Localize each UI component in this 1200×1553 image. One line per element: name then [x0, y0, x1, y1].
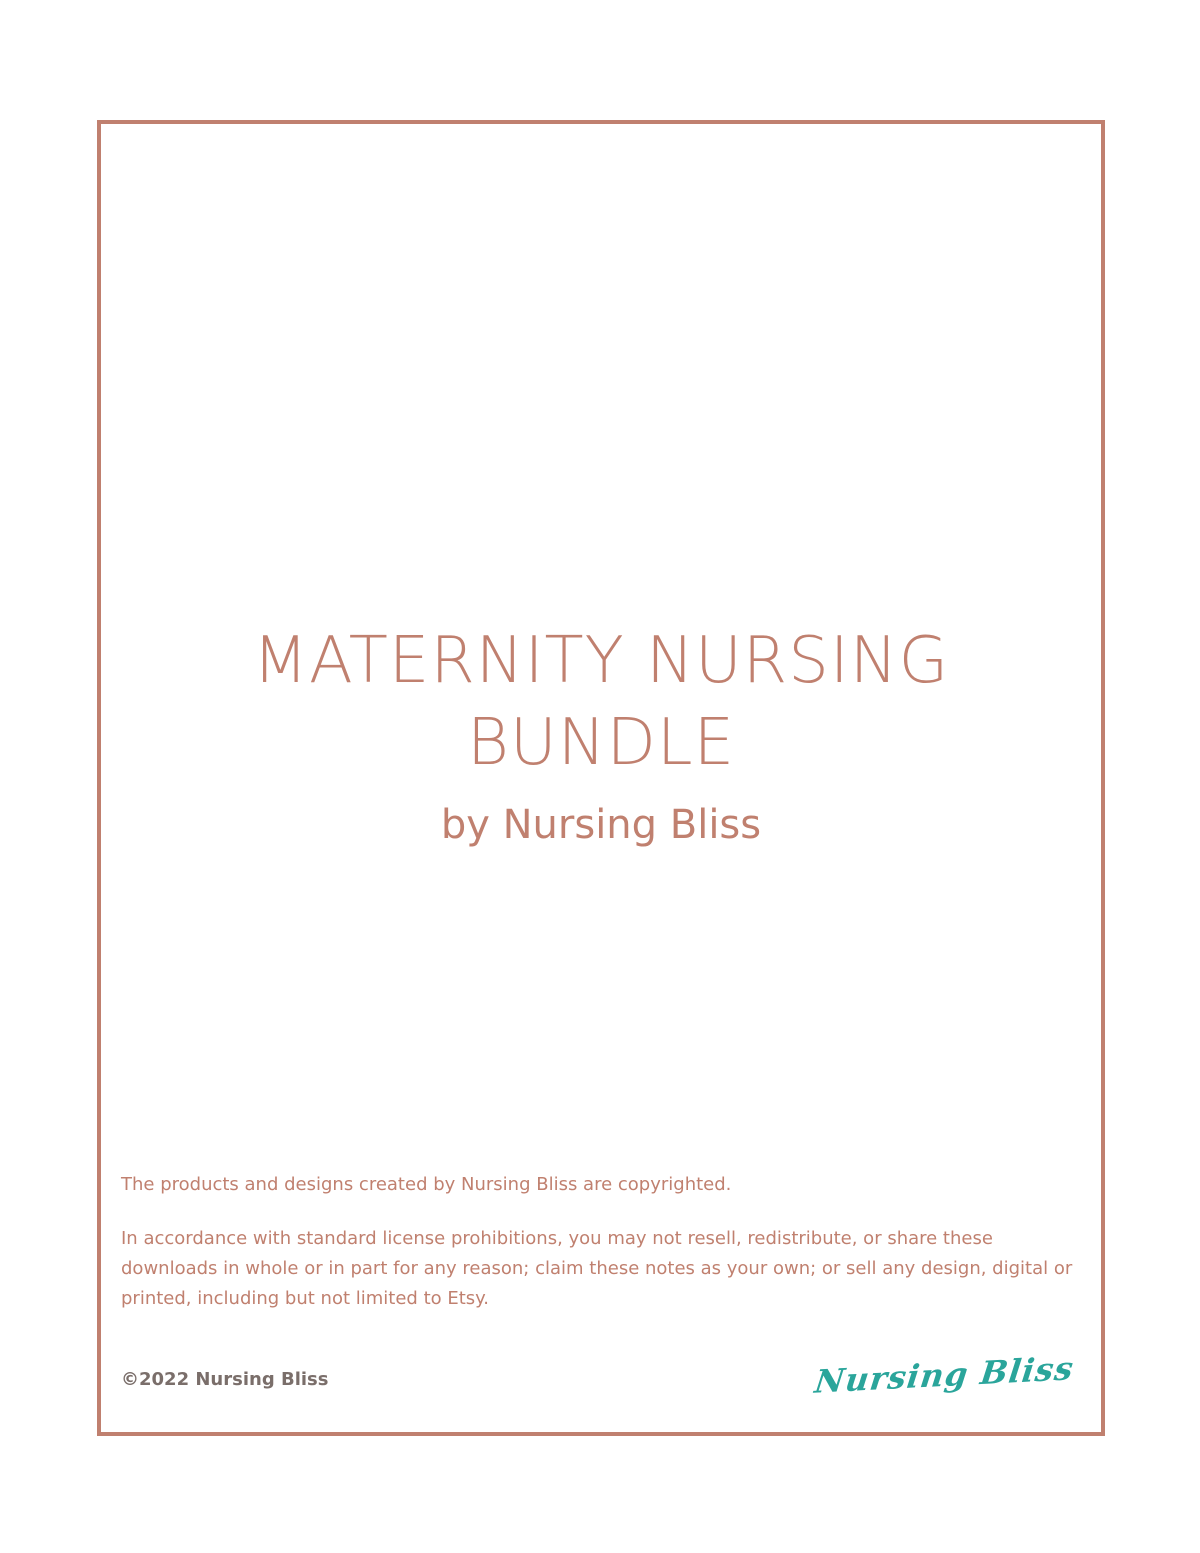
- title-line-2: BUNDLE: [467, 706, 735, 780]
- title-line-1: MATERNITY NURSING: [252, 624, 950, 698]
- license-notice: In accordance with standard license prohibitions, you may not resell, redistribute, or share these downloads in whole or in part for any reason; claim these notes as your own; or sell any design, digital or printed, including but not limited to Etsy.: [121, 1228, 1073, 1309]
- byline: by Nursing Bliss: [440, 802, 762, 848]
- copyright-notice: The products and designs created by Nursing Bliss are copyrighted.: [121, 1174, 732, 1195]
- nursing-bliss-logo: Nursing Bliss: [812, 1349, 1077, 1401]
- license-notice-block: [121, 1170, 1081, 1338]
- title-block: [101, 620, 1101, 850]
- page-frame: [97, 120, 1105, 1436]
- footer-copyright: ©2022 Nursing Bliss: [121, 1369, 329, 1390]
